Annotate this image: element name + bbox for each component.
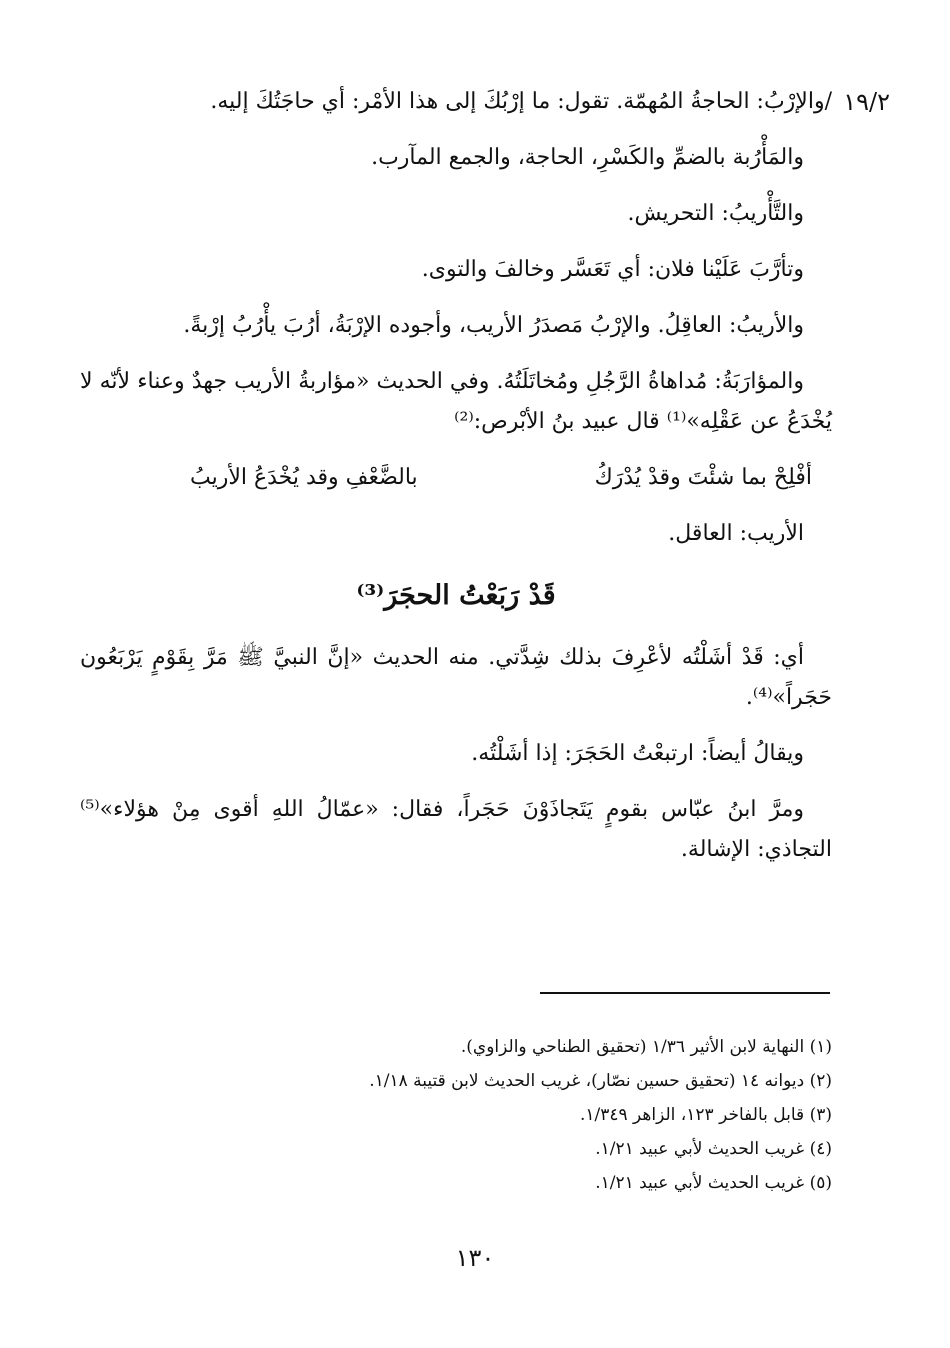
paragraph-irb: /والإرْبُ: الحاجةُ المُهمّة. تقول: ما إرْبُكَ إلى هذا الأمْر: أي حاجَتُكَ إليه.: [210, 89, 832, 114]
page-number: ١٣٠: [455, 1244, 495, 1272]
section-heading: قَدْ رَبَعْتُ الحجَرَ⁽³⁾: [356, 580, 556, 611]
paragraph-muaraba: والمؤارَبَةُ: مُداهاةُ الرَّجُلِ ومُخاتَلَتُهُ. وفي الحديث «مؤاربةُ الأريب جهدٌ وعناء لأنّه لا يُخْدَعُ عن عَقْلِه»⁽¹⁾ قال عبيد بنُ الأبْرص:⁽²⁾: [80, 369, 832, 434]
footnote-4: (٤) غريب الحديث لأبي عبيد ١/٢١.: [595, 1139, 832, 1159]
paragraph-ashaltuhu: أي: قَدْ أشَلْتُه لأعْرِفَ بذلك شِدَّتي. منه الحديث «إنَّ النبيَّ ﷺ مَرَّ بِقَوْمٍ يَرْبَعُون حَجَراً»⁽⁴⁾.: [80, 645, 832, 710]
main-text: [80, 82, 832, 886]
poetry-verse: [190, 458, 812, 498]
paragraph-arib: والأريبُ: العاقِلُ. والإرْبُ مَصدَرُ الأريب، وأجوده الإرْبَةُ، أرُبَ يأْرُبُ إرْبةً.: [183, 313, 804, 338]
paragraph-ibn-abbas: ومرَّ ابنُ عبّاس بقومٍ يَتَجاذَوْنَ حَجَراً، فقال: «عمّالُ اللهِ أقوى مِنْ هؤلاء»⁽⁵⁾ التجاذي: الإشالة.: [80, 797, 832, 862]
paragraph-taarraba: وتأرَّبَ عَلَيْنا فلان: أي تَعَسَّر وخالفَ والتوى.: [421, 257, 804, 282]
paragraph-arib-definition: الأريب: العاقل.: [668, 521, 804, 546]
footnote-5: (٥) غريب الحديث لأبي عبيد ١/٢١.: [595, 1173, 832, 1193]
paragraph-maaruba: والمَأْرُبة بالضمِّ والكَسْرِ، الحاجة، والجمع المآرب.: [371, 145, 804, 170]
paragraph-taarib: والتَّأْريبُ: التحريش.: [627, 201, 804, 226]
footnote-2: (٢) ديوانه ١٤ (تحقيق حسين نصّار)، غريب الحديث لابن قتيبة ١/١٨.: [369, 1071, 832, 1091]
footnote-separator: [540, 992, 830, 994]
footnote-3: (٣) قابل بالفاخر ١٢٣، الزاهر ١/٣٤٩.: [579, 1105, 832, 1125]
footnotes: [80, 1030, 832, 1200]
verse-second-hemistich: بالضَّعْفِ وقد يُخْدَعُ الأريبُ: [190, 465, 418, 490]
footnote-1: (١) النهاية لابن الأثير ١/٣٦ (تحقيق الطناحي والزاوي).: [460, 1037, 832, 1057]
verse-first-hemistich: أفْلِحْ بما شئْتَ وقدْ يُدْرَكُ: [594, 465, 812, 490]
paragraph-irtabatu: ويقالُ أيضاً: ارتبعْتُ الحَجَرَ: إذا أشَلْتُه.: [471, 741, 804, 766]
margin-reference: ١٩/٢: [843, 88, 890, 116]
